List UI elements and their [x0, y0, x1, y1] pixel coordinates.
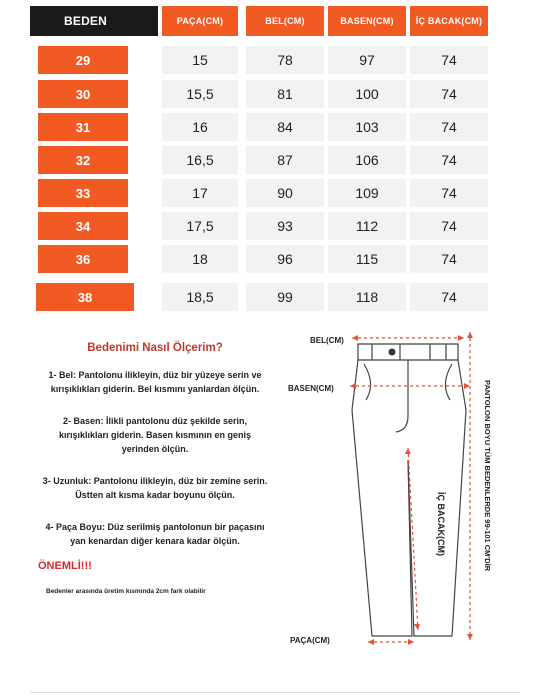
pants-length-label: PANTOLON BOYU TÜM BEDENLERDE 99-101 CM'DİR [483, 380, 492, 572]
basen-cell: 112 [328, 212, 406, 240]
header-ic-bacak: İÇ BACAK(CM) [410, 6, 488, 36]
header-basen: BASEN(CM) [328, 6, 406, 36]
ic-bacak-cell: 74 [410, 283, 488, 311]
paca-cell: 15 [162, 46, 238, 74]
bottom-divider [30, 692, 520, 693]
paca-cell: 15,5 [162, 80, 238, 108]
table-header [30, 6, 488, 34]
important-label: ÖNEMLİ!!! [38, 560, 92, 572]
bel-cell: 93 [246, 212, 324, 240]
ic-bacak-cell: 74 [410, 212, 488, 240]
basen-cell: 118 [328, 283, 406, 311]
ic-bacak-cell: 74 [410, 80, 488, 108]
measuring-guide [30, 342, 280, 595]
bel-cell: 96 [246, 245, 324, 273]
ic-bacak-cell: 74 [410, 46, 488, 74]
basen-cell: 109 [328, 179, 406, 207]
step-bel: 1- Bel: Pantolonu ilikleyin, düz bir yüzeye serin ve kırışıklıkları giderin. Bel kısmını yanlardan ölçün. [48, 370, 262, 394]
ic-bacak-cell: 74 [410, 113, 488, 141]
table-row [30, 179, 488, 207]
bel-cell: 84 [246, 113, 324, 141]
bel-label: BEL(CM) [310, 336, 344, 345]
step-basen: 2- Basen: İlikli pantolonu düz şekilde serin, kırışıklıkları giderin. Basen kısmının en geniş yerinden ölçün. [58, 416, 252, 454]
table-row [30, 283, 488, 311]
step-paca-boyu: 4- Paça Boyu: Düz serilmiş pantolonun bir paçasını yan kenardan diğer kenara kadar ölçün. [45, 522, 265, 546]
table-row [30, 113, 488, 141]
paca-cell: 17,5 [162, 212, 238, 240]
bel-cell: 90 [246, 179, 324, 207]
size-cell: 33 [38, 179, 128, 207]
header-paca: PAÇA(CM) [162, 6, 238, 36]
paca-cell: 18 [162, 245, 238, 273]
paca-cell: 16 [162, 113, 238, 141]
size-cell: 29 [38, 46, 128, 74]
pants-diagram [280, 320, 520, 660]
basen-cell: 97 [328, 46, 406, 74]
bel-cell: 81 [246, 80, 324, 108]
size-cell: 30 [38, 80, 128, 108]
table-row [30, 245, 488, 273]
table-row [30, 212, 488, 240]
ic-bacak-cell: 74 [410, 179, 488, 207]
size-cell: 32 [38, 146, 128, 174]
header-beden: BEDEN [30, 6, 158, 36]
size-difference-note: Bedenler arasında üretim kısmında 2cm fark olabilir [46, 588, 206, 595]
paca-cell: 18,5 [162, 283, 238, 311]
size-cell: 36 [38, 245, 128, 273]
table-row [30, 80, 488, 108]
basen-label: BASEN(CM) [288, 384, 334, 393]
paca-cell: 17 [162, 179, 238, 207]
paca-cell: 16,5 [162, 146, 238, 174]
ic-bacak-label: İÇ BACAK(CM) [436, 492, 446, 556]
table-row [30, 146, 488, 174]
size-cell: 31 [38, 113, 128, 141]
bel-cell: 87 [246, 146, 324, 174]
basen-cell: 106 [328, 146, 406, 174]
basen-cell: 103 [328, 113, 406, 141]
header-bel: BEL(CM) [246, 6, 324, 36]
step-uzunluk: 3- Uzunluk: Pantolonu ilikleyin, düz bir zemine serin. Üstten alt kısma kadar boyunu ölçün. [42, 476, 268, 500]
basen-cell: 115 [328, 245, 406, 273]
size-cell: 34 [38, 212, 128, 240]
ic-bacak-cell: 74 [410, 245, 488, 273]
ic-bacak-cell: 74 [410, 146, 488, 174]
table-row [30, 46, 488, 74]
size-cell: 38 [36, 283, 134, 311]
bel-cell: 99 [246, 283, 324, 311]
bel-cell: 78 [246, 46, 324, 74]
guide-title: Bedenimi Nasıl Ölçerim? [87, 342, 223, 354]
basen-cell: 100 [328, 80, 406, 108]
paca-label: PAÇA(CM) [290, 636, 330, 645]
